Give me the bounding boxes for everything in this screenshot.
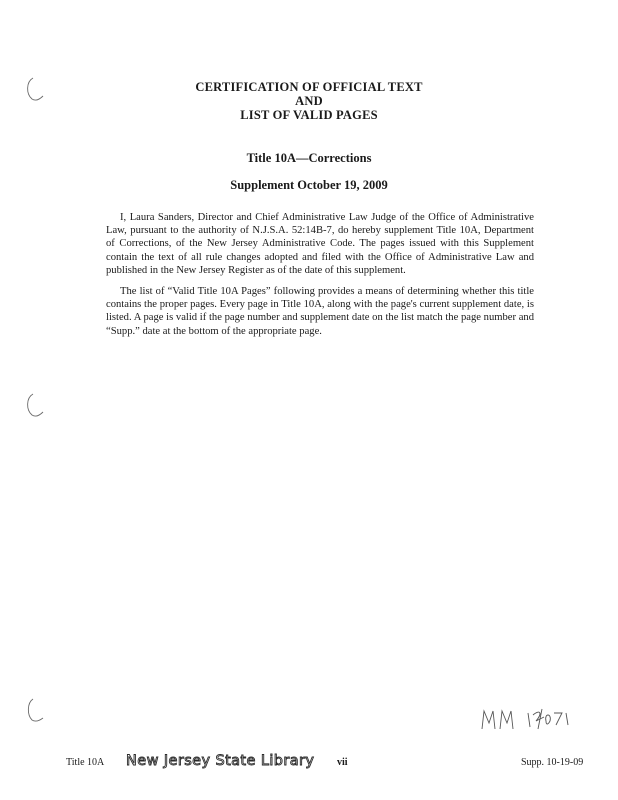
supplement-date-footer: Supp. 10-19-09 [521, 757, 584, 768]
punch-hole-mark [24, 392, 46, 420]
heading-conjunction: AND [295, 94, 323, 108]
certification-heading: CERTIFICATION OF OFFICIAL TEXT [195, 80, 423, 94]
page-number: vii [337, 757, 348, 768]
footer-title-label: Title 10A [66, 757, 105, 768]
supplement-date-heading: Supplement October 19, 2009 [230, 178, 388, 192]
handwritten-initials-stamp [480, 703, 576, 733]
punch-hole-mark [24, 697, 46, 725]
certification-paragraph: I, Laura Sanders, Director and Chief Administrative Law Judge of the Office of Administrative Law, pursuant to the authority of N.J.S.A. 52:14B-7, do hereby supplement Title 10A, Department of Corrections, of the New Jersey Administrative Code. The pages issued with this Supplement contain the text of all rule changes adopted and filed with the Office of Administrative Law and published in the New Jersey Register as of the date of this supplement. [106, 212, 534, 276]
library-stamp: New Jersey State Library [126, 753, 315, 769]
valid-pages-paragraph: The list of “Valid Title 10A Pages” following provides a means of determining whether this title contains the proper pages. Every page in Title 10A, along with the page's current supplement date, is listed. A page is valid if the page number and supplement date on the list match the page number and “Supp.” date at the bottom of the appropriate page. [106, 286, 534, 337]
valid-pages-heading: LIST OF VALID PAGES [240, 108, 378, 122]
title-subject: Title 10A—Corrections [246, 151, 372, 165]
